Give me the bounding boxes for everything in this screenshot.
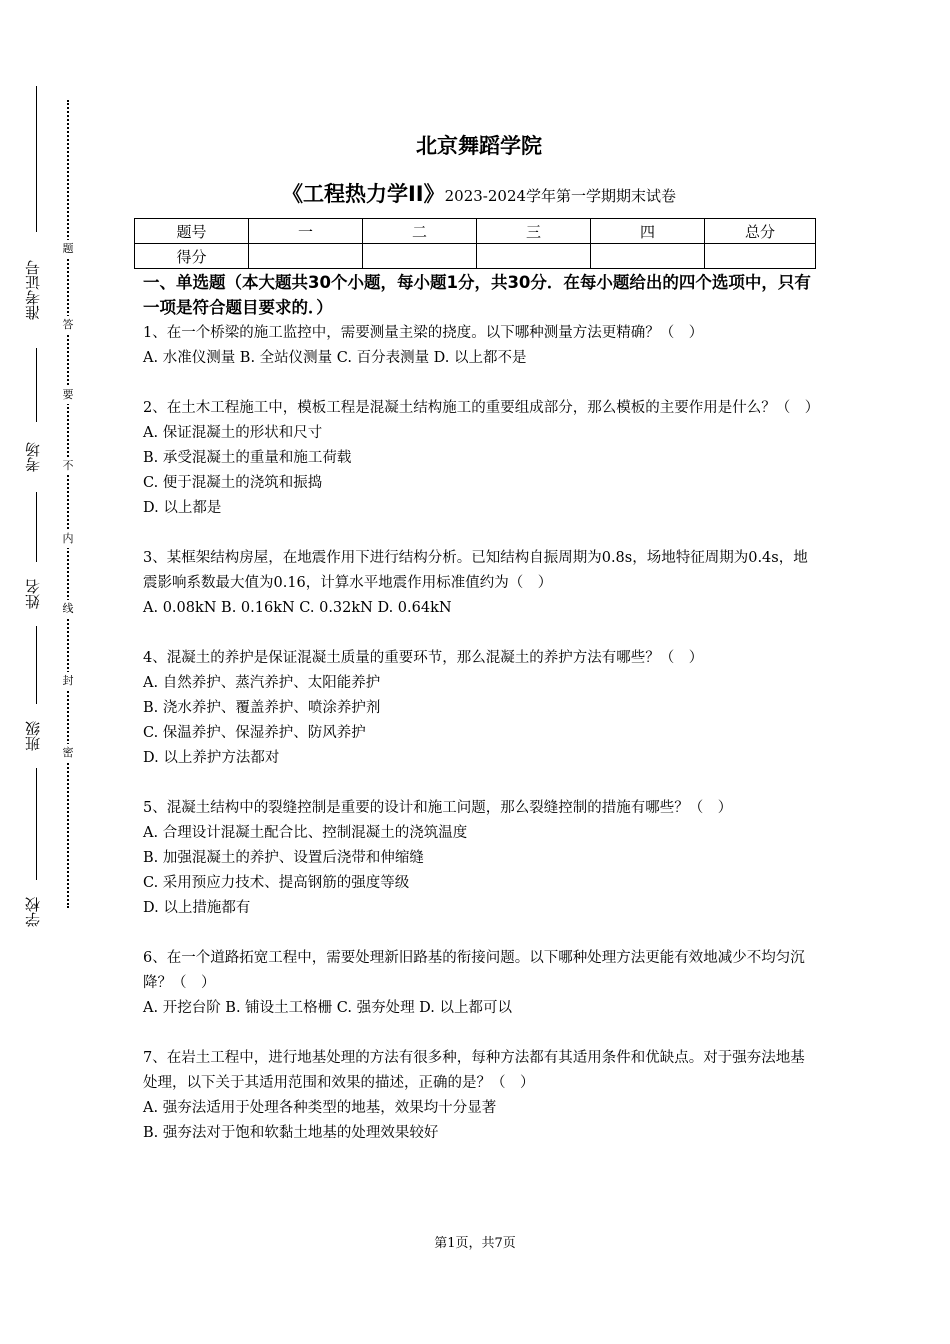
binding-rule	[36, 86, 37, 232]
seal-char: 封	[60, 672, 76, 690]
question-option: B. 加强混凝土的养护、设置后浇带和伸缩缝	[143, 850, 424, 866]
question-option: A. 0.08kN B. 0.16kN C. 0.32kN D. 0.64kN	[143, 600, 452, 616]
question-option: A. 开挖台阶 B. 铺设土工格栅 C. 强夯处理 D. 以上都可以	[143, 1000, 513, 1016]
question-option: A. 自然养护、蒸汽养护、太阳能养护	[143, 675, 381, 691]
seal-char: 答	[60, 316, 76, 334]
score-input-cell	[705, 244, 816, 269]
binding-rule	[36, 626, 37, 704]
question-stem: 5、混凝土结构中的裂缝控制是重要的设计和施工问题，那么裂缝控制的措施有哪些？（ ）	[143, 800, 733, 816]
binding-label-name: 姓名	[24, 579, 42, 609]
binding-label-school: 学校	[24, 897, 42, 927]
seal-char: 线	[60, 600, 76, 618]
question-stem: 4、混凝土的养护是保证混凝土质量的重要环节，那么混凝土的养护方法有哪些？（ ）	[143, 650, 704, 666]
question-option: D. 以上养护方法都对	[143, 750, 280, 766]
question-list	[143, 321, 820, 1171]
binding-label-exam-id: 准考证号	[24, 260, 42, 320]
question-1	[143, 321, 815, 371]
question-option: A. 水准仪测量 B. 全站仪测量 C. 百分表测量 D. 以上都不是	[143, 350, 527, 366]
question-4	[143, 646, 815, 771]
question-option: B. 强夯法对于饱和软黏土地基的处理效果较好	[143, 1125, 439, 1141]
exam-title	[143, 178, 815, 208]
seal-char: 密	[60, 744, 76, 762]
question-option: C. 采用预应力技术、提高钢筋的强度等级	[143, 875, 410, 891]
seal-char: 题	[60, 240, 76, 258]
seal-dotted-line	[67, 100, 69, 908]
question-option: B. 浇水养护、覆盖养护、喷涂养护剂	[143, 700, 381, 716]
question-stem: 6、在一个道路拓宽工程中，需要处理新旧路基的衔接问题。以下哪种处理方法更能有效地减少不均匀沉降？（ ）	[143, 950, 805, 991]
page-footer: 第1页，共7页	[434, 1236, 516, 1251]
binding-margin	[0, 0, 110, 1344]
exam-term: 2023-2024学年第一学期期末试卷	[444, 187, 677, 205]
score-input-cell	[363, 244, 477, 269]
question-stem: 2、在土木工程施工中，模板工程是混凝土结构施工的重要组成部分，那么模板的主要作用是什么？（ ）	[143, 400, 820, 416]
binding-rule	[36, 348, 37, 422]
question-option: D. 以上都是	[143, 500, 222, 516]
question-5	[143, 796, 815, 921]
seal-char: 要	[60, 386, 76, 404]
question-stem: 3、某框架结构房屋，在地震作用下进行结构分析。已知结构自振周期为0.8s，场地特征周期为0.4s，地震影响系数最大值为0.16，计算水平地震作用标准值约为（ ）	[143, 550, 808, 591]
score-cell: 得分	[135, 244, 249, 269]
score-cell: 题号	[135, 219, 249, 244]
question-stem: 1、在一个桥梁的施工监控中，需要测量主梁的挠度。以下哪种测量方法更精确？（ ）	[143, 325, 704, 341]
question-2	[143, 396, 820, 521]
question-option: A. 合理设计混凝土配合比、控制混凝土的浇筑温度	[143, 825, 468, 841]
question-option: C. 保温养护、保湿养护、防风养护	[143, 725, 366, 741]
score-input-cell	[477, 244, 591, 269]
score-cell: 三	[477, 219, 591, 244]
seal-char: 内	[60, 530, 76, 548]
question-option: A. 强夯法适用于处理各种类型的地基，效果均十分显著	[143, 1100, 497, 1116]
score-input-cell	[249, 244, 363, 269]
section-heading: 一、单选题（本大题共30个小题，每小题1分，共30分．在每小题给出的四个选项中，只有一项是符合题目要求的．）	[143, 273, 811, 317]
school-name: 北京舞蹈学院	[416, 134, 542, 158]
score-cell: 总分	[705, 219, 816, 244]
score-table-header-row	[135, 219, 816, 244]
question-option: B. 承受混凝土的重量和施工荷载	[143, 450, 352, 466]
question-option: C. 便于混凝土的浇筑和振捣	[143, 475, 323, 491]
score-cell: 一	[249, 219, 363, 244]
score-input-cell	[591, 244, 705, 269]
score-table-score-row	[135, 244, 816, 269]
binding-rule	[36, 492, 37, 562]
binding-rule	[36, 768, 37, 880]
score-cell: 四	[591, 219, 705, 244]
question-7	[143, 1046, 815, 1146]
question-stem: 7、在岩土工程中，进行地基处理的方法有很多种，每种方法都有其适用条件和优缺点。对于强夯法地基处理，以下关于其适用范围和效果的描述，正确的是？（ ）	[143, 1050, 805, 1091]
binding-label-class: 班级	[24, 721, 42, 751]
course-name: 《工程热力学II》	[281, 182, 445, 206]
seal-char: 不	[60, 457, 76, 475]
question-option: D. 以上措施都有	[143, 900, 251, 916]
question-option: A. 保证混凝土的形状和尺寸	[143, 425, 323, 441]
question-6	[143, 946, 815, 1021]
question-3	[143, 546, 815, 621]
binding-label-exam-room: 考场	[24, 442, 42, 472]
score-cell: 二	[363, 219, 477, 244]
score-table	[134, 218, 816, 269]
